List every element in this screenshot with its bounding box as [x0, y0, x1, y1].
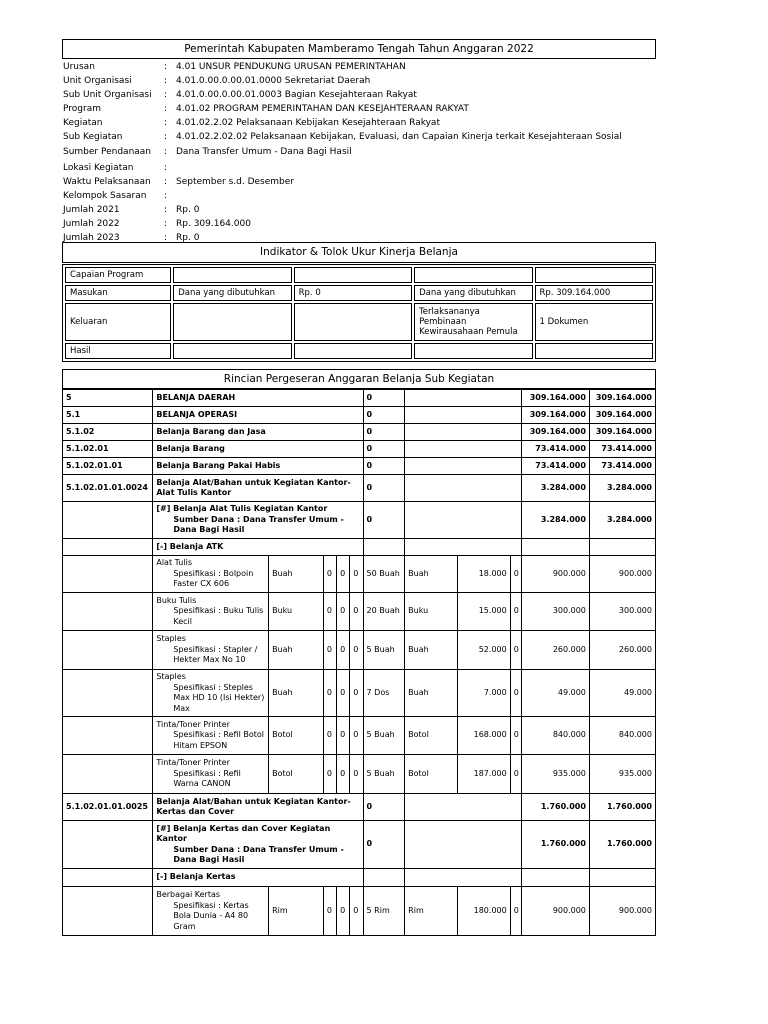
item-total: 300.000	[589, 593, 655, 631]
meta-value	[176, 162, 622, 176]
item-name: Staples	[156, 672, 186, 681]
indikator-cell	[173, 303, 291, 341]
amount-after: 73.414.000	[589, 441, 655, 458]
item-unit: Rim	[269, 887, 324, 936]
meta-colon: :	[164, 76, 168, 87]
zero-value: 0	[350, 887, 363, 936]
meta-row	[63, 61, 622, 75]
amount-after: 1.760.000	[589, 821, 655, 869]
zero-value: 0	[337, 631, 350, 670]
item-unit: Buah	[269, 556, 324, 593]
account-code: 5	[63, 390, 153, 407]
item-description	[153, 755, 269, 794]
meta-key: Waktu Pelaksanaan	[63, 176, 151, 187]
item-description	[153, 593, 269, 631]
item-total: 49.000	[589, 670, 655, 717]
zero-value: 0	[337, 755, 350, 794]
indikator-cell	[414, 343, 532, 359]
item-total: 300.000	[521, 593, 589, 631]
account-name: BELANJA DAERAH	[153, 390, 363, 407]
meta-value: Rp. 0	[176, 233, 200, 244]
meta-colon: :	[164, 162, 168, 173]
meta-colon: :	[164, 62, 168, 72]
amount-after: 309.164.000	[589, 407, 655, 424]
empty-cell	[63, 539, 153, 556]
zero-value: 0	[363, 458, 405, 475]
meta-key: Jumlah 2023	[63, 233, 120, 244]
indikator-cell: 1 Dokumen	[535, 303, 654, 341]
meta-colon: :	[164, 90, 168, 101]
meta-key: Program	[63, 104, 101, 115]
zero-value: 0	[323, 556, 336, 593]
zero-value: 0	[337, 556, 350, 593]
account-code: 5.1	[63, 407, 153, 424]
item-total: 900.000	[521, 556, 589, 593]
item-total: 840.000	[521, 717, 589, 755]
zero-value: 0	[350, 717, 363, 755]
meta-row	[63, 204, 622, 218]
empty-cell	[405, 424, 522, 441]
amount-before: 309.164.000	[521, 407, 589, 424]
item-total: 900.000	[589, 887, 655, 936]
meta-key: Unit Organisasi	[63, 76, 132, 87]
zero-value: 0	[337, 887, 350, 936]
indikator-cell	[294, 343, 412, 359]
indikator-cell: Dana yang dibutuhkan	[414, 285, 532, 301]
amount-before: 3.284.000	[521, 475, 589, 502]
empty-cell	[63, 869, 153, 887]
meta-row	[63, 117, 622, 131]
item-name: Tinta/Toner Printer	[156, 758, 230, 768]
group-title-cell	[153, 821, 363, 869]
item-name: Alat Tulis	[156, 558, 192, 568]
meta-colon: :	[164, 132, 168, 143]
zero-value: 0	[350, 593, 363, 631]
empty-cell	[63, 887, 153, 936]
group-title-cell	[153, 502, 363, 539]
account-name: Belanja Barang Pakai Habis	[153, 458, 363, 475]
zero-value: 0	[510, 631, 521, 670]
item-unit: Botol	[405, 717, 458, 755]
indikator-cell	[294, 267, 412, 283]
zero-value: 0	[337, 593, 350, 631]
item-volume: 5 Buah	[363, 717, 405, 755]
item-total: 935.000	[589, 755, 655, 794]
meta-row	[63, 176, 622, 190]
meta-colon: :	[164, 104, 168, 115]
empty-cell	[63, 502, 153, 539]
summary-row	[63, 441, 656, 458]
amount-before: 309.164.000	[521, 424, 589, 441]
empty-cell	[521, 869, 589, 887]
meta-value: September s.d. Desember	[176, 176, 295, 187]
meta-colon: :	[164, 118, 168, 129]
account-name: Belanja Barang	[153, 441, 363, 458]
indikator-cell	[173, 343, 291, 359]
empty-cell	[405, 475, 522, 502]
empty-cell	[405, 441, 522, 458]
meta-key: Sub Unit Organisasi	[63, 90, 152, 101]
empty-cell	[63, 556, 153, 593]
account-name: Belanja Barang dan Jasa	[153, 424, 363, 441]
empty-cell	[63, 593, 153, 631]
zero-value: 0	[363, 424, 405, 441]
empty-cell	[63, 717, 153, 755]
zero-value: 0	[350, 556, 363, 593]
item-volume: 5 Buah	[363, 755, 405, 794]
zero-value: 0	[510, 755, 521, 794]
zero-value: 0	[323, 670, 336, 717]
zero-value: 0	[363, 821, 405, 869]
item-description	[153, 556, 269, 593]
rincian-title: Rincian Pergeseran Anggaran Belanja Sub Kegiatan	[62, 369, 656, 389]
meta-row	[63, 75, 622, 89]
meta-value: Rp. 309.164.000	[176, 218, 251, 229]
account-code: 5.1.02.01	[63, 441, 153, 458]
item-description	[153, 670, 269, 717]
item-total: 840.000	[589, 717, 655, 755]
meta-key: Sumber Pendanaan	[63, 146, 152, 157]
amount-after: 3.284.000	[589, 475, 655, 502]
indikator-cell: Rp. 309.164.000	[535, 285, 654, 301]
item-row	[63, 631, 656, 670]
empty-cell	[405, 869, 522, 887]
subgroup-row	[63, 869, 656, 887]
empty-cell	[363, 539, 405, 556]
meta-key: Kelompok Sasaran	[63, 190, 147, 201]
meta-row	[63, 162, 622, 176]
empty-cell	[405, 794, 522, 821]
indikator-label: Keluaran	[65, 303, 171, 341]
empty-cell	[405, 539, 522, 556]
item-name: Staples	[156, 634, 186, 644]
item-price: 168.000	[457, 717, 510, 755]
meta-value: 4.01.02.2.02.02 Pelaksanaan Kebijakan, Evaluasi, dan Capaian Kinerja terkait Kesejahteraan Sosial	[176, 132, 622, 143]
indikator-row	[65, 343, 653, 359]
meta-row	[63, 89, 622, 103]
summary-row	[63, 407, 656, 424]
empty-cell	[405, 821, 522, 869]
item-total: 260.000	[589, 631, 655, 670]
item-volume: 7 Dos	[363, 670, 405, 717]
amount-before: 73.414.000	[521, 441, 589, 458]
indikator-cell	[535, 343, 654, 359]
item-spec: Spesifikasi : Buku Tulis Kecil	[173, 606, 264, 626]
item-row	[63, 670, 656, 717]
item-volume: 50 Buah	[363, 556, 405, 593]
subgroup-title: [-] Belanja Kertas	[153, 869, 363, 887]
item-spec: Spesifikasi : Refil Botol Hitam EPSON	[173, 730, 264, 750]
item-row	[63, 556, 656, 593]
amount-after: 1.760.000	[589, 794, 655, 821]
item-price: 52.000	[457, 631, 510, 670]
zero-value: 0	[350, 631, 363, 670]
item-unit: Buku	[405, 593, 458, 631]
zero-value: 0	[323, 631, 336, 670]
account-code: 5.1.02.01.01.0025	[63, 794, 153, 821]
group-sumber: Sumber Dana : Dana Transfer Umum - Dana Bagi Hasil	[173, 514, 344, 535]
item-volume: 5 Rim	[363, 887, 405, 936]
meta-row	[63, 218, 622, 232]
account-code: 5.1.02.01.01	[63, 458, 153, 475]
meta-colon: :	[164, 176, 168, 187]
zero-value: 0	[323, 887, 336, 936]
zero-value: 0	[363, 390, 405, 407]
empty-cell	[589, 539, 655, 556]
meta-key: Lokasi Kegiatan	[63, 162, 134, 173]
summary-row	[63, 390, 656, 407]
meta-colon: :	[164, 204, 168, 215]
group-row	[63, 821, 656, 869]
indikator-table	[62, 264, 656, 362]
item-row	[63, 717, 656, 755]
item-unit: Botol	[269, 717, 324, 755]
indikator-row	[65, 285, 653, 301]
meta-colon: :	[164, 190, 168, 201]
amount-after: 309.164.000	[589, 424, 655, 441]
indikator-cell	[173, 267, 291, 283]
amount-before: 309.164.000	[521, 390, 589, 407]
item-unit: Buku	[269, 593, 324, 631]
meta-key: Kegiatan	[63, 118, 103, 129]
item-spec: Spesifikasi : Refil Warna CANON	[173, 768, 241, 789]
zero-value: 0	[510, 556, 521, 593]
meta-value	[176, 190, 622, 204]
zero-value: 0	[363, 475, 405, 502]
empty-cell	[405, 502, 522, 539]
item-row	[63, 593, 656, 631]
meta-value: Rp. 0	[176, 204, 200, 215]
item-total: 49.000	[521, 670, 589, 717]
zero-value: 0	[363, 794, 405, 821]
zero-value: 0	[510, 670, 521, 717]
summary-row	[63, 794, 656, 821]
zero-value: 0	[363, 502, 405, 539]
empty-cell	[363, 869, 405, 887]
indikator-cell	[294, 303, 412, 341]
indikator-cell	[535, 267, 654, 283]
empty-cell	[63, 631, 153, 670]
item-total: 260.000	[521, 631, 589, 670]
item-spec: Spesifikasi : Steples Max HD 10 (Isi Hekter) Max	[173, 682, 265, 713]
meta-colon: :	[164, 218, 168, 229]
zero-value: 0	[323, 593, 336, 631]
meta-colon: :	[164, 233, 168, 244]
zero-value: 0	[337, 670, 350, 717]
item-unit: Buah	[405, 670, 458, 717]
zero-value: 0	[510, 717, 521, 755]
item-spec: Spesifikasi : Stapler / Hekter Max No 10	[173, 644, 258, 665]
meta-value: 4.01 UNSUR PENDUKUNG URUSAN PEMERINTAHAN	[176, 62, 406, 72]
item-price: 187.000	[457, 755, 510, 794]
meta-row	[63, 146, 622, 162]
group-title: [#] Belanja Kertas dan Cover Kegiatan Kantor	[156, 823, 331, 843]
account-name: Belanja Alat/Bahan untuk Kegiatan Kantor-Alat Tulis Kantor	[153, 475, 363, 502]
item-unit: Buah	[269, 670, 324, 717]
group-sumber: Sumber Dana : Dana Transfer Umum - Dana Bagi Hasil	[173, 844, 344, 864]
item-unit: Buah	[269, 631, 324, 670]
summary-row	[63, 475, 656, 502]
indikator-row	[65, 267, 653, 283]
amount-after: 3.284.000	[589, 502, 655, 539]
empty-cell	[521, 539, 589, 556]
empty-cell	[405, 458, 522, 475]
summary-row	[63, 424, 656, 441]
zero-value: 0	[323, 717, 336, 755]
indikator-label: Hasil	[65, 343, 171, 359]
account-name: BELANJA OPERASI	[153, 407, 363, 424]
item-price: 18.000	[457, 556, 510, 593]
indikator-cell	[414, 267, 532, 283]
zero-value: 0	[510, 593, 521, 631]
summary-row	[63, 458, 656, 475]
item-description	[153, 631, 269, 670]
item-total: 900.000	[521, 887, 589, 936]
subgroup-row	[63, 539, 656, 556]
group-row	[63, 502, 656, 539]
item-unit: Botol	[405, 755, 458, 794]
page-title: Pemerintah Kabupaten Mamberamo Tengah Tahun Anggaran 2022	[62, 39, 656, 59]
item-volume: 5 Buah	[363, 631, 405, 670]
empty-cell	[589, 869, 655, 887]
item-description	[153, 717, 269, 755]
item-name: Buku Tulis	[156, 595, 197, 605]
meta-value: 4.01.02 PROGRAM PEMERINTAHAN DAN KESEJAHTERAAN RAKYAT	[176, 104, 469, 115]
amount-before: 3.284.000	[521, 502, 589, 539]
empty-cell	[405, 390, 522, 407]
amount-before: 1.760.000	[521, 821, 589, 869]
account-name: Belanja Alat/Bahan untuk Kegiatan Kantor- Kertas dan Cover	[153, 794, 363, 821]
indikator-label: Masukan	[65, 285, 171, 301]
indikator-label: Capaian Program	[65, 267, 171, 283]
zero-value: 0	[350, 670, 363, 717]
meta-value: 4.01.02.2.02 Pelaksanaan Kebijakan Kesejahteraan Rakyat	[176, 118, 440, 129]
account-code: 5.1.02	[63, 424, 153, 441]
empty-cell	[63, 670, 153, 717]
item-unit: Rim	[405, 887, 458, 936]
zero-value: 0	[363, 407, 405, 424]
item-price: 180.000	[457, 887, 510, 936]
meta-row	[63, 131, 622, 145]
indikator-row	[65, 303, 653, 341]
meta-value: 4.01.0.00.0.00.01.0000 Sekretariat Daerah	[176, 76, 371, 87]
meta-table	[63, 61, 622, 246]
item-total: 900.000	[589, 556, 655, 593]
zero-value: 0	[350, 755, 363, 794]
account-code: 5.1.02.01.01.0024	[63, 475, 153, 502]
meta-row	[63, 190, 622, 204]
amount-before: 73.414.000	[521, 458, 589, 475]
indikator-cell: Terlaksananya Pembinaan Kewirausahaan Pemula	[414, 303, 532, 341]
item-row	[63, 887, 656, 936]
indikator-title: Indikator & Tolok Ukur Kinerja Belanja	[62, 242, 656, 263]
item-unit: Buah	[405, 631, 458, 670]
group-title: [#] Belanja Alat Tulis Kegiatan Kantor	[156, 504, 328, 514]
item-spec: Spesifikasi : Kertas Bola Dunia - A4 80 Gram	[173, 900, 249, 931]
meta-key: Urusan	[63, 62, 95, 72]
empty-cell	[63, 755, 153, 794]
meta-key: Sub Kegiatan	[63, 132, 123, 143]
item-row	[63, 755, 656, 794]
meta-value: Dana Transfer Umum - Dana Bagi Hasil	[176, 146, 352, 157]
meta-key: Jumlah 2022	[63, 218, 120, 229]
zero-value: 0	[510, 887, 521, 936]
indikator-cell: Dana yang dibutuhkan	[173, 285, 291, 301]
amount-before: 1.760.000	[521, 794, 589, 821]
item-unit: Buah	[405, 556, 458, 593]
empty-cell	[405, 407, 522, 424]
meta-key: Jumlah 2021	[63, 204, 120, 215]
item-volume: 20 Buah	[363, 593, 405, 631]
item-name: Berbagai Kertas	[156, 890, 221, 899]
item-description	[153, 887, 269, 936]
item-total: 935.000	[521, 755, 589, 794]
item-spec: Spesifikasi : Bolpoin Faster CX 606	[173, 568, 254, 589]
zero-value: 0	[363, 441, 405, 458]
meta-colon: :	[164, 146, 168, 157]
item-price: 15.000	[457, 593, 510, 631]
item-price: 7.000	[457, 670, 510, 717]
meta-value: 4.01.0.00.0.00.01.0003 Bagian Kesejahteraan Rakyat	[176, 90, 417, 101]
empty-cell	[63, 821, 153, 869]
indikator-cell: Rp. 0	[294, 285, 412, 301]
meta-row	[63, 103, 622, 117]
item-unit: Botol	[269, 755, 324, 794]
zero-value: 0	[323, 755, 336, 794]
amount-after: 309.164.000	[589, 390, 655, 407]
amount-after: 73.414.000	[589, 458, 655, 475]
subgroup-title: [-] Belanja ATK	[153, 539, 363, 556]
rincian-table	[62, 389, 656, 936]
item-name: Tinta/Toner Printer	[156, 719, 230, 729]
zero-value: 0	[337, 717, 350, 755]
